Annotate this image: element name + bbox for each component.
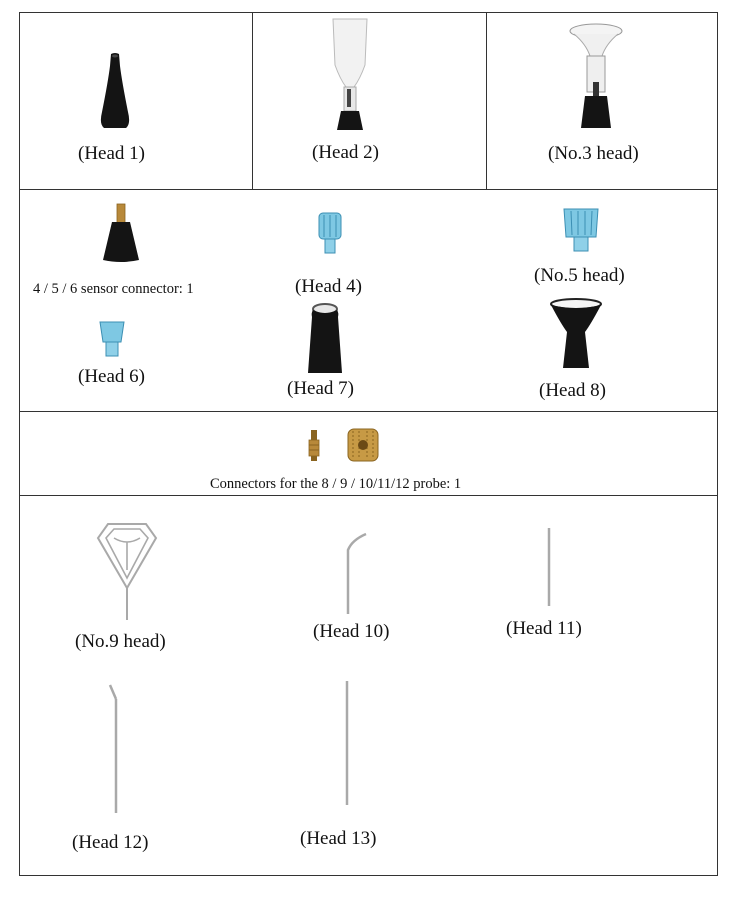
head-7-image [305,303,345,375]
head-2-label: (Head 2) [312,142,379,163]
head-6-image [98,320,126,360]
head-13-image [343,681,351,807]
probe-connector-nut-image [347,427,379,463]
head-4-label: (Head 4) [295,276,362,297]
head-3-label: (No.3 head) [548,143,639,164]
column-divider-2 [486,12,487,190]
head-7-label: (Head 7) [287,378,354,399]
head-11-label: (Head 11) [506,618,582,639]
head-9-label: (No.9 head) [75,631,166,652]
head-2-image [330,17,370,132]
row-divider-2 [19,411,718,412]
head-4-image [318,213,342,263]
probe-connector-small-image [307,430,321,462]
head-5-image [561,207,601,253]
sensor-connector-label: 4 / 5 / 6 sensor connector: 1 [33,281,194,297]
head-11-image [545,528,553,608]
head-13-label: (Head 13) [300,828,377,849]
probe-connectors-label: Connectors for the 8 / 9 / 10/11/12 probe: 1 [210,476,462,492]
sensor-connector-image [101,204,141,264]
head-1-label: (Head 1) [78,143,145,164]
head-10-label: (Head 10) [313,621,390,642]
row-divider-1 [19,189,718,190]
head-10-image [340,532,368,616]
head-1-image [98,52,132,130]
head-9-image [94,520,160,622]
head-12-label: (Head 12) [72,832,149,853]
row-divider-3 [19,495,718,496]
column-divider-1 [252,12,253,190]
head-8-label: (Head 8) [539,380,606,401]
head-6-label: (Head 6) [78,366,145,387]
head-8-image [549,298,603,370]
head-12-image [106,683,124,815]
head-3-image [568,22,624,132]
head-5-label: (No.5 head) [534,265,625,286]
